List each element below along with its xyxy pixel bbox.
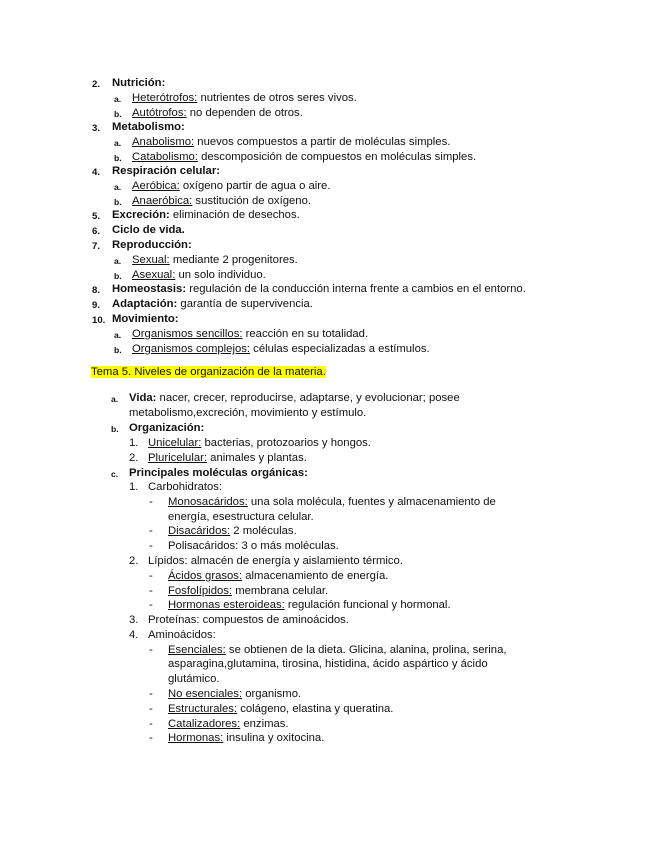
list-item-vida [129, 391, 460, 406]
item-term: Monosacáridos: [168, 496, 248, 508]
sublist-item [132, 91, 357, 106]
sublist-item-proteinas: Proteínas: compuestos de aminoácidos. [148, 614, 349, 626]
list-item-moleculas [129, 466, 308, 481]
list-number: 8. [92, 285, 101, 296]
bullet-item [168, 584, 328, 599]
dash-bullet: - [149, 599, 153, 611]
item-term: Estructurales: [168, 703, 238, 715]
item-text: mediante 2 progenitores. [169, 254, 298, 266]
list-letter: c. [111, 469, 119, 479]
list-letter: b. [111, 424, 119, 434]
item-text: eliminación de desechos. [169, 209, 300, 221]
sublist-item [132, 253, 298, 268]
item-term: Aeróbica: [132, 180, 180, 192]
item-text: garantía de supervivencia. [177, 298, 313, 310]
dash-bullet: - [149, 718, 153, 730]
sublist-letter: b. [114, 345, 122, 355]
item-term: Esenciales: [168, 644, 226, 656]
sublist-letter: a. [114, 182, 122, 192]
sublist-item [132, 268, 266, 283]
item-term: Principales moléculas orgánicas: [129, 467, 308, 479]
item-continuation: energía, esestructura celular. [168, 511, 314, 523]
item-term: Autótrofos: [132, 107, 187, 119]
item-term: Metabolismo: [112, 121, 185, 133]
item-continuation: asparagina,glutamina, tirosina, histidina, ácido aspártico y ácido [168, 658, 488, 670]
item-term: Hormonas: [168, 732, 224, 744]
item-term: Adaptación: [112, 298, 178, 310]
item-term: Organismos sencillos: [132, 328, 243, 340]
list-item-homeostasis [112, 282, 526, 297]
sublist-item [148, 436, 371, 451]
item-text: nuevos compuestos a partir de moléculas simples. [194, 136, 451, 148]
sublist-item [132, 135, 450, 150]
item-term: Vida: [129, 392, 157, 404]
item-text: un solo individuo. [175, 269, 266, 281]
sublist-item [148, 451, 307, 466]
dash-bullet: - [149, 688, 153, 700]
item-text: reacción en su totalidad. [242, 328, 369, 340]
sublist-item [132, 106, 303, 121]
sublist-item-lipidos: Lípidos: almacén de energía y aislamiento térmico. [148, 555, 403, 567]
item-text: almacenamiento de energía. [242, 570, 389, 582]
sublist-letter: b. [114, 271, 122, 281]
sublist-letter: a. [114, 256, 122, 266]
item-term: Anabolismo: [132, 136, 195, 148]
sublist-letter: b. [114, 197, 122, 207]
sublist-item [132, 150, 476, 165]
heading-highlight: Tema 5. Niveles de organización de la materia. [91, 366, 326, 378]
sublist-letter: b. [114, 109, 122, 119]
bullet-item [168, 569, 388, 584]
list-item-movimiento [112, 312, 179, 327]
list-number: 2. [92, 79, 101, 90]
bullet-item [168, 702, 393, 717]
item-term: Movimiento: [112, 313, 179, 325]
item-term: Ácidos grasos: [168, 570, 243, 582]
dash-bullet: - [149, 732, 153, 744]
list-number: 3. [129, 614, 139, 626]
list-item-respiracion [112, 164, 220, 179]
bullet-item [168, 524, 297, 539]
item-term: Heterótrofos: [132, 92, 198, 104]
list-number: 3. [92, 123, 101, 134]
list-item-nutricion [112, 76, 165, 91]
list-number: 4. [129, 629, 139, 641]
item-term: Disacáridos: [168, 525, 231, 537]
dash-bullet: - [149, 540, 153, 552]
item-term: Ciclo de vida. [112, 224, 185, 236]
item-text: colágeno, elastina y queratina. [237, 703, 394, 715]
sublist-item-carbohidratos: Carbohidratos: [148, 481, 223, 493]
item-continuation: metabolismo,excreción, movimiento y estímulo. [129, 407, 367, 419]
dash-bullet: - [149, 525, 153, 537]
item-text: descomposición de compuestos en moléculas simples. [197, 151, 477, 163]
list-number: 10. [92, 315, 106, 326]
item-term: Reproducción: [112, 239, 192, 251]
item-text: insulina y oxitocina. [223, 732, 325, 744]
sublist-item [132, 194, 311, 209]
item-continuation: glutámico. [168, 673, 220, 685]
sublist-item [132, 327, 368, 342]
item-term: Hormonas esteroideas: [168, 599, 285, 611]
item-term: No esenciales: [168, 688, 243, 700]
item-text: regulación funcional y hormonal. [284, 599, 451, 611]
item-text: una sola molécula, fuentes y almacenamiento de [247, 496, 496, 508]
list-letter: a. [111, 394, 119, 404]
list-item-ciclo [112, 223, 185, 238]
list-number: 9. [92, 300, 101, 311]
item-term: Nutrición: [112, 77, 166, 89]
sublist-letter: b. [114, 153, 122, 163]
item-text: enzimas. [240, 718, 289, 730]
list-number: 1. [129, 437, 139, 449]
bullet-item [168, 598, 451, 613]
sublist-item [132, 179, 330, 194]
item-text: bacterias, protozoarios y hongos. [201, 437, 371, 449]
dash-bullet: - [149, 496, 153, 508]
list-number: 2. [129, 452, 139, 464]
sublist-letter: a. [114, 138, 122, 148]
item-text: nutrientes de otros seres vivos. [197, 92, 357, 104]
item-term: Sexual: [132, 254, 170, 266]
sublist-letter: a. [114, 330, 122, 340]
sublist-letter: a. [114, 94, 122, 104]
list-item-reproduccion [112, 238, 192, 253]
sublist-item [132, 342, 430, 357]
list-number: 4. [92, 167, 101, 178]
list-number: 5. [92, 211, 101, 222]
list-number: 1. [129, 481, 139, 493]
list-number: 2. [129, 555, 139, 567]
bullet-item [168, 643, 507, 658]
item-term: Organismos complejos: [132, 343, 251, 355]
item-text: células especializadas a estímulos. [250, 343, 430, 355]
item-term: Catalizadores: [168, 718, 241, 730]
bullet-item [168, 687, 301, 702]
item-text: 2 moléculas. [230, 525, 297, 537]
item-text: no dependen de otros. [186, 107, 303, 119]
dash-bullet: - [149, 644, 153, 656]
item-text: organismo. [242, 688, 302, 700]
bullet-item [168, 731, 324, 746]
item-term: Organización: [129, 422, 205, 434]
item-term: Unicelular: [148, 437, 202, 449]
item-term: Asexual: [132, 269, 176, 281]
bullet-item [168, 717, 289, 732]
item-text: sustitución de oxígeno. [192, 195, 311, 207]
list-number: 6. [92, 226, 101, 237]
item-text: nacer, crecer, reproducirse, adaptarse, y evolucionar; posee [156, 392, 460, 404]
dash-bullet: - [149, 703, 153, 715]
item-term: Fosfolípidos: [168, 585, 233, 597]
item-text: se obtienen de la dieta. Glicina, alanina, prolina, serina, [225, 644, 507, 656]
list-number: 7. [92, 241, 101, 252]
item-text: regulación de la conducción interna frente a cambios en el entorno. [186, 283, 526, 295]
dash-bullet: - [149, 585, 153, 597]
bullet-item [168, 495, 496, 510]
item-term: Homeostasis: [112, 283, 187, 295]
item-text: membrana celular. [232, 585, 329, 597]
list-item-excrecion [112, 208, 300, 223]
list-item-adaptacion [112, 297, 313, 312]
section-heading [91, 365, 326, 380]
item-text: oxígeno partir de agua o aire. [179, 180, 331, 192]
item-term: Excreción: [112, 209, 170, 221]
item-term: Anaeróbica: [132, 195, 193, 207]
item-term: Pluricelular: [148, 452, 208, 464]
item-term: Respiración celular: [112, 165, 220, 177]
list-item-metabolismo [112, 120, 185, 135]
list-item-organizacion [129, 421, 204, 436]
item-text: animales y plantas. [207, 452, 307, 464]
sublist-item-aminoacidos: Aminoácidos: [148, 629, 216, 641]
dash-bullet: - [149, 570, 153, 582]
item-term: Catabolismo: [132, 151, 198, 163]
bullet-item: Polisacáridos: 3 o más moléculas. [168, 540, 339, 552]
